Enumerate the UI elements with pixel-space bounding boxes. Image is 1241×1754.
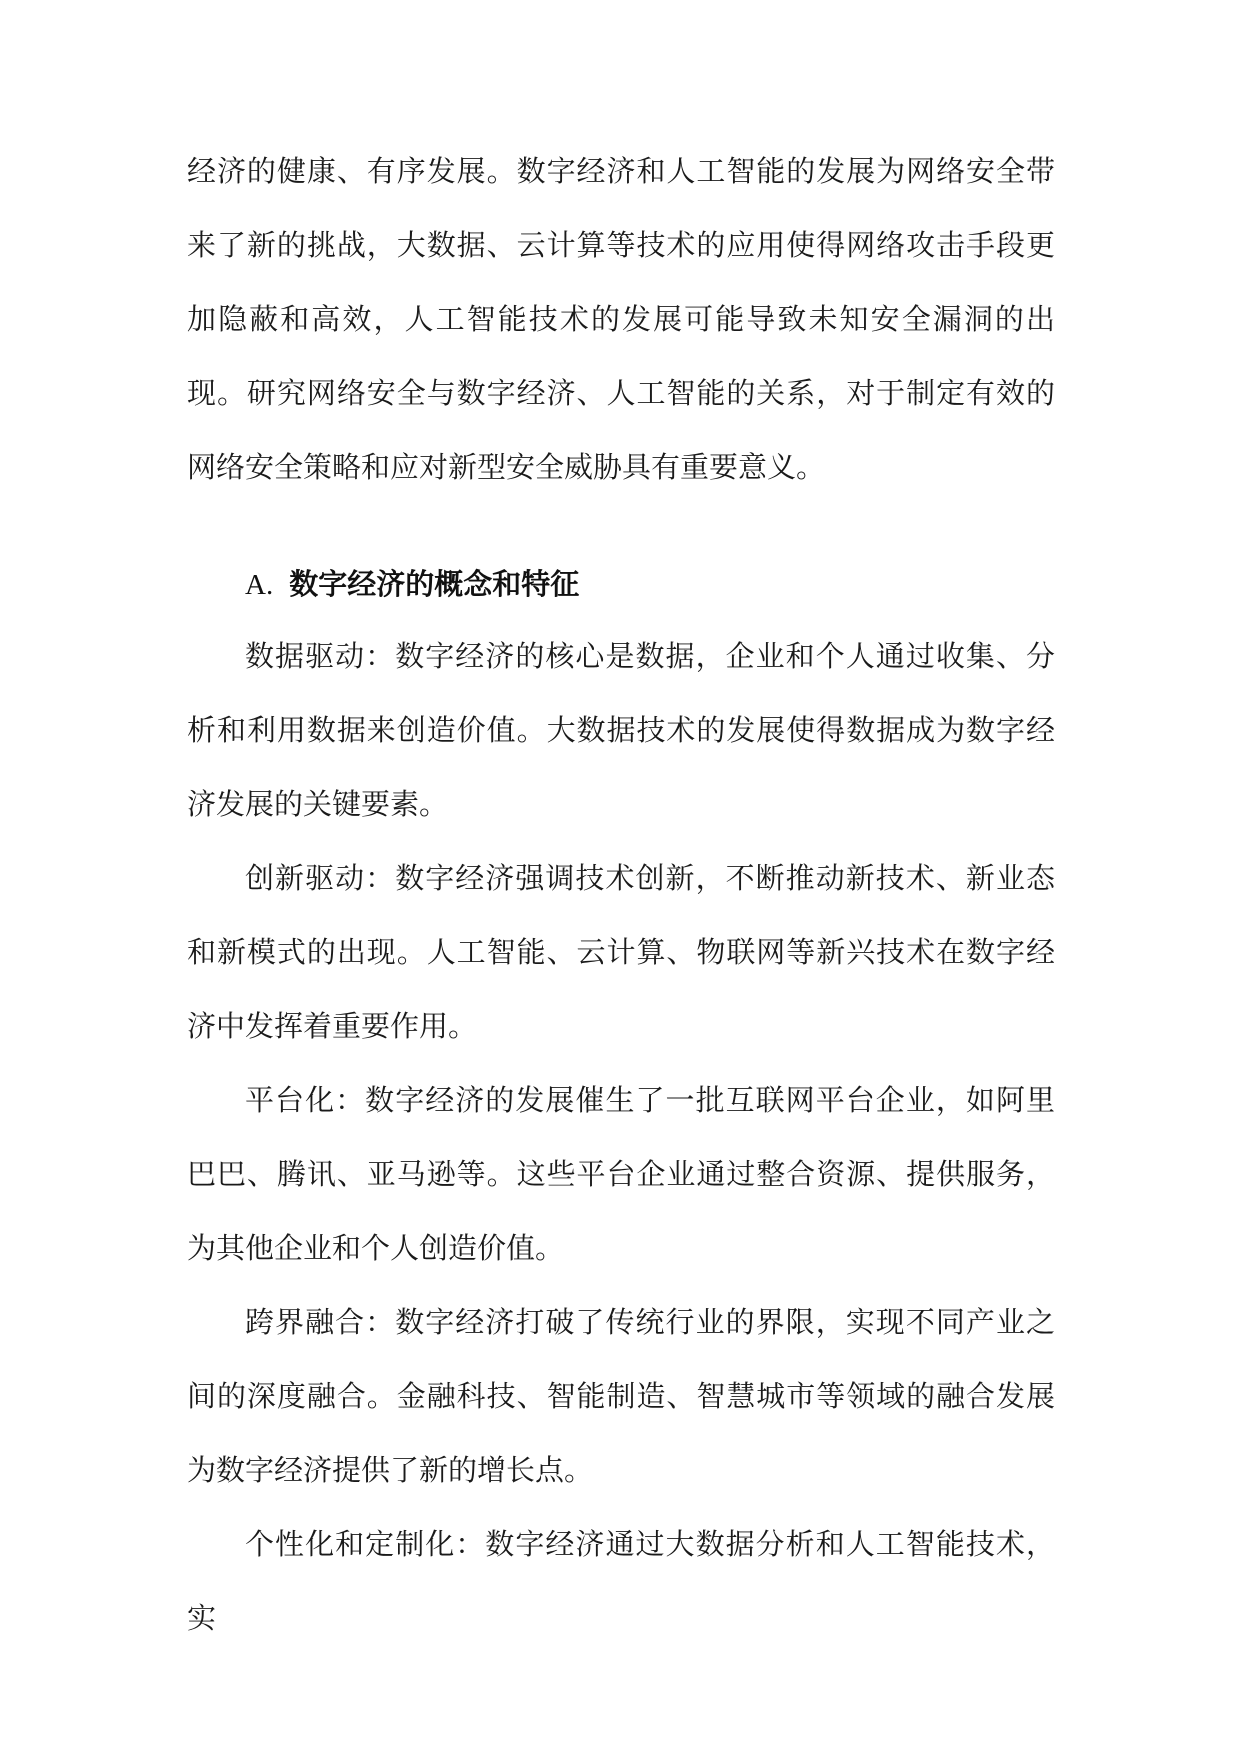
paragraph-cross-border-integration: 跨界融合：数字经济打破了传统行业的界限，实现不同产业之间的深度融合。金融科技、智能制造、智慧城市等领域的融合发展为数字经济提供了新的增长点。 xyxy=(187,1305,1055,1487)
section-title: 数字经济的概念和特征 xyxy=(289,567,580,601)
intro-paragraph: 经济的健康、有序发展。数字经济和人工智能的发展为网络安全带来了新的挑战，大数据、云计算等技术的应用使得网络攻击手段更加隐蔽和高效，人工智能技术的发展可能导致未知安全漏洞的出现。研究网络安全与数字经济、人工智能的关系，对于制定有效的网络安全策略和应对新型安全威胁具有重要意义。 xyxy=(187,154,1055,484)
section-number: A. xyxy=(245,569,274,601)
paragraph-data-driven: 数据驱动：数字经济的核心是数据，企业和个人通过收集、分析和利用数据来创造价值。大数据技术的发展使得数据成为数字经济发展的关键要素。 xyxy=(187,639,1055,821)
document-body xyxy=(187,134,1055,1655)
paragraph-platform: 平台化：数字经济的发展催生了一批互联网平台企业，如阿里巴巴、腾讯、亚马逊等。这些平台企业通过整合资源、提供服务，为其他企业和个人创造价值。 xyxy=(187,1083,1055,1265)
section-heading xyxy=(187,550,1055,619)
paragraph-personalization: 个性化和定制化：数字经济通过大数据分析和人工智能技术，实 xyxy=(187,1527,1055,1635)
paragraph-innovation-driven: 创新驱动：数字经济强调技术创新，不断推动新技术、新业态和新模式的出现。人工智能、云计算、物联网等新兴技术在数字经济中发挥着重要作用。 xyxy=(187,861,1055,1043)
